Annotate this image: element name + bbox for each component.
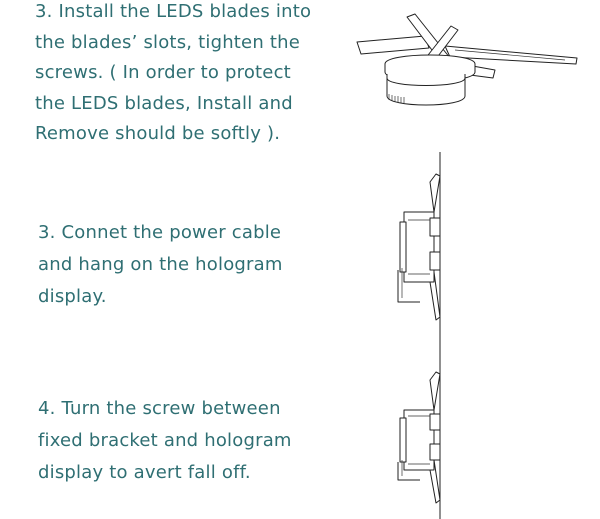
step-line: display to avert fall off. [38, 462, 251, 483]
step-line: the LEDS blades, Install and [35, 92, 293, 114]
step-line: display. [38, 286, 107, 307]
bracket-screw-side-view-illustration [390, 340, 460, 519]
step-line: 3. Install the LEDS blades into [35, 1, 312, 22]
step-install-blades-text [35, 0, 311, 150]
step-line: fixed bracket and hologram [38, 430, 292, 451]
fan-hanging-side-view-illustration [390, 152, 460, 347]
step-line: screws. ( In order to protect [35, 62, 291, 83]
step-line: and hang on the hologram [38, 254, 283, 275]
step-power-cable-text [38, 217, 283, 313]
step-line: 4. Turn the screw between [38, 398, 281, 419]
step-line: 3. Connet the power cable [38, 222, 282, 243]
step-turn-screw-text [38, 393, 292, 489]
step-line: Remove should be softly ). [35, 123, 281, 144]
hologram-fan-blades-illustration [355, 12, 585, 112]
step-line: the blades’ slots, tighten the [35, 31, 301, 53]
